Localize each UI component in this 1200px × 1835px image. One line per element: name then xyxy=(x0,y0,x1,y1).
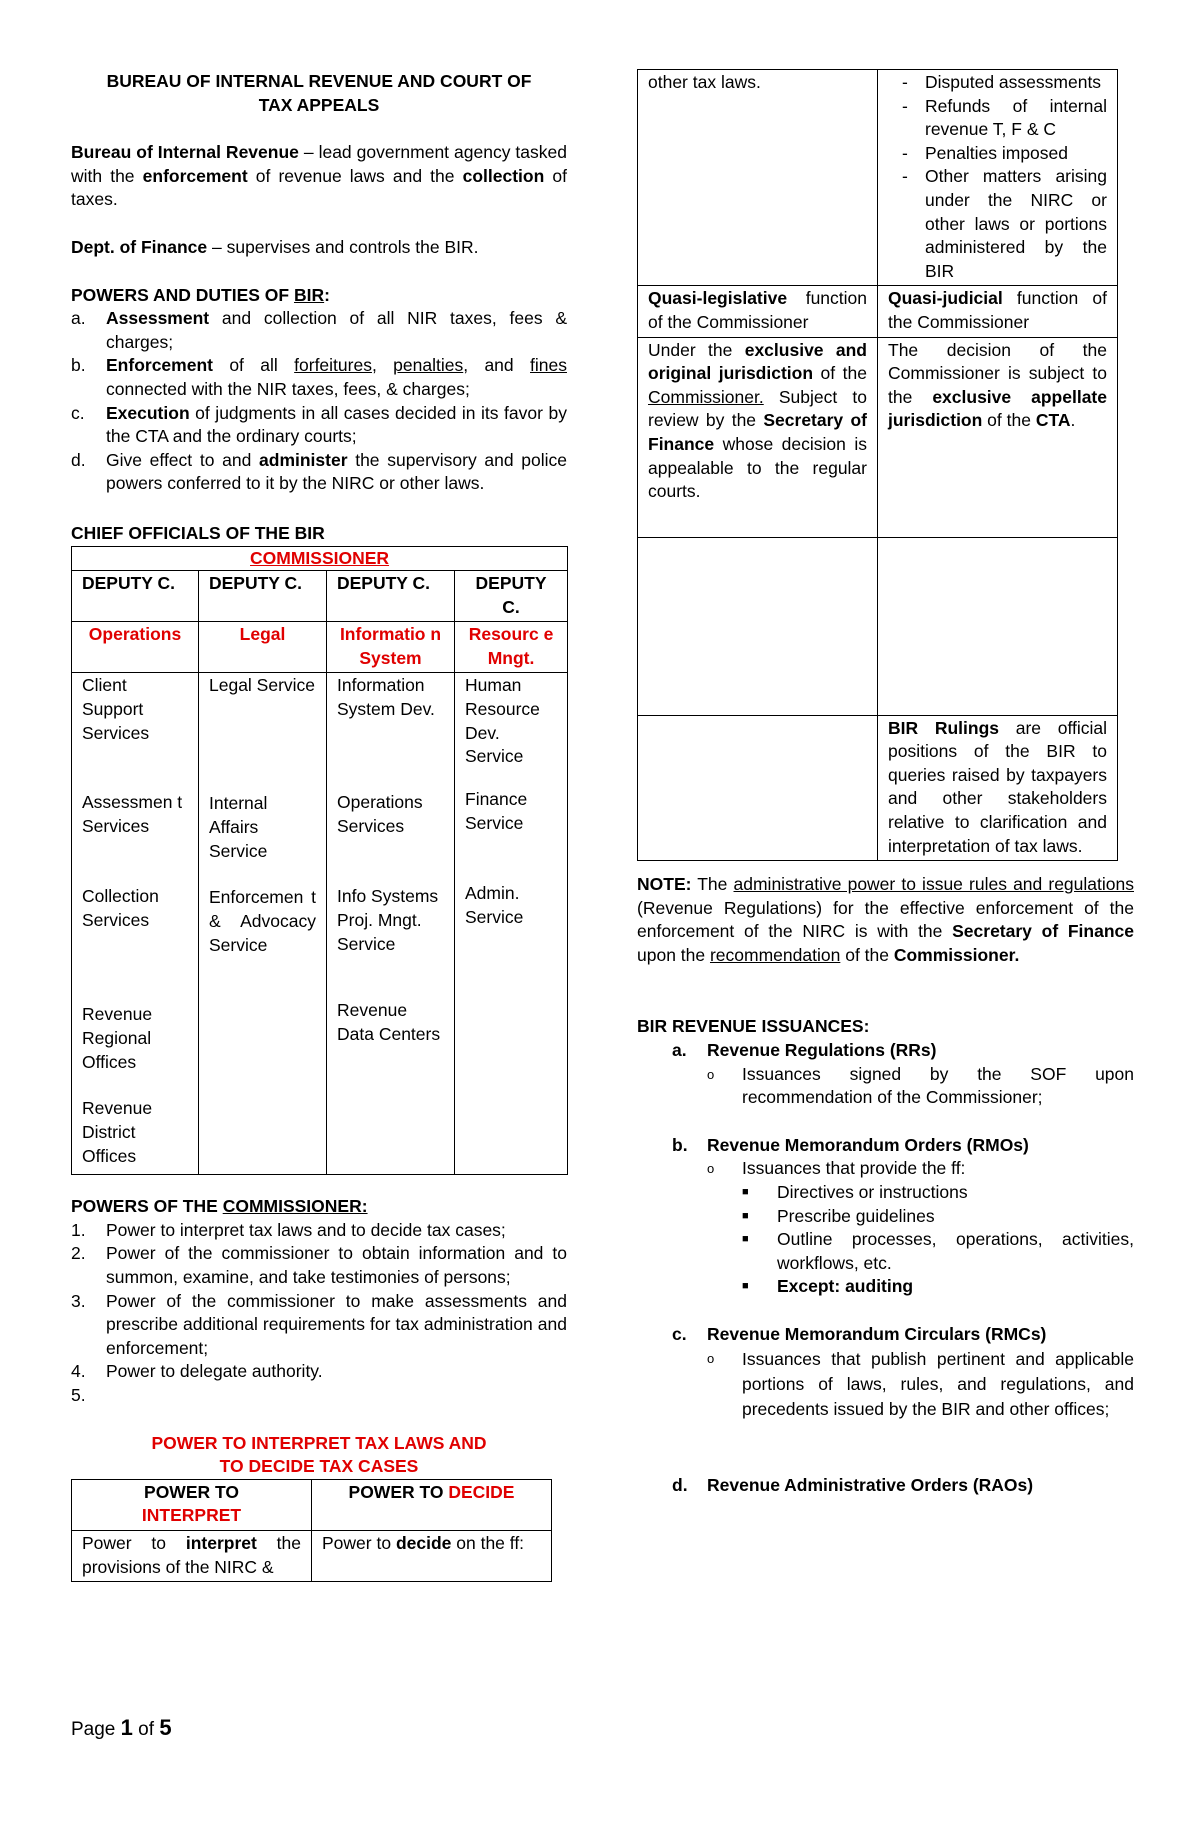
list-item: 2. Power of the commissioner to obtain information and to summon, examine, and take testimonies of persons; xyxy=(71,1243,567,1288)
quasi-legislative-cell: Quasi-legislative function of the Commissioner xyxy=(638,286,878,337)
issuance-rmc-sub xyxy=(707,1347,1134,1422)
decide-list-cell xyxy=(878,70,1118,286)
issuance-rmc: c. Revenue Memorandum Circulars (RMCs) xyxy=(672,1324,1047,1344)
dof-definition: Dept. of Finance – supervises and controls the BIR. xyxy=(71,236,479,257)
list-item: 3. Power of the commissioner to make assessments and prescribe additional requirements for tax administration and enforcement; xyxy=(71,1290,567,1358)
area-cell: Operations xyxy=(72,622,199,673)
bir-rulings-cell: BIR Rulings are official positions of the BIR to queries raised by taxpayers and other stakeholders relative to clarification and interpretation of tax laws. xyxy=(878,715,1118,861)
list-item: - Other matters arising under the NIRC or other laws or portions administered by the BIR xyxy=(902,166,1107,281)
right-column xyxy=(637,70,1134,1497)
document-title: BUREAU OF INTERNAL REVENUE AND COURT OF TAX APPEALS xyxy=(106,71,532,115)
list-item: ■ Except: auditing xyxy=(742,1276,914,1297)
decide-header: POWER TO DECIDE xyxy=(312,1479,552,1530)
list-item: ■ Outline processes, operations, activities, workflows, etc. xyxy=(742,1229,1134,1273)
list-item: a. Assessment and collection of all NIR taxes, fees & charges; xyxy=(71,308,567,352)
list-item: - Penalties imposed xyxy=(902,142,1068,163)
deputy-cell: DEPUTY C. xyxy=(72,571,199,622)
decide-cell: Power to decide on the ff: xyxy=(312,1530,552,1581)
bir-definition: Bureau of Internal Revenue – lead government agency tasked with the enforcement of revenue laws and the collection of taxes. xyxy=(71,142,567,210)
empty-cell xyxy=(878,537,1118,715)
list-item: 5. xyxy=(71,1385,86,1405)
issuance-rmo-bullets xyxy=(742,1181,1134,1299)
list-item: - Refunds of internal revenue T, F & C xyxy=(902,95,1107,140)
issuance-rmo: b. Revenue Memorandum Orders (RMOs) xyxy=(672,1134,1029,1155)
services-cell-information-system: Information System Dev. Operations Services Info Systems Proj. Mngt. Service Revenue Data Centers xyxy=(327,673,455,1175)
commissioner-powers-heading: POWERS OF THE COMMISSIONER: xyxy=(71,1196,368,1217)
page-footer: Page 1 of 5 xyxy=(71,1715,172,1740)
commissioner-cell: COMMISSIONER xyxy=(72,546,568,571)
left-column xyxy=(71,70,567,1582)
services-cell-operations: Client Support Services Assessmen t Services Collection Services Revenue Regional Offices Revenue District Offices xyxy=(72,673,199,1175)
list-item: 1. Power to interpret tax laws and to decide tax cases; xyxy=(71,1219,506,1240)
powers-duties-heading: POWERS AND DUTIES OF BIR: xyxy=(71,284,330,305)
area-cell: Informatio n System xyxy=(327,622,455,673)
interpret-cell-cont: other tax laws. xyxy=(638,70,878,286)
list-item: ■ Prescribe guidelines xyxy=(742,1205,935,1226)
list-item: d. Give effect to and administer the supervisory and police powers conferred to it by the NIRC or other laws. xyxy=(71,449,567,494)
interpret-header: POWER TO INTERPRET xyxy=(72,1479,312,1530)
area-cell: Legal xyxy=(199,622,327,673)
issuance-rr: a. Revenue Regulations (RRs) xyxy=(672,1040,937,1061)
decide-list xyxy=(890,71,1107,283)
list-item: 4. Power to delegate authority. xyxy=(71,1361,323,1382)
services-cell-legal: Legal Service Internal Affairs Service Enforcemen t & Advocacy Service xyxy=(199,673,327,1175)
list-item: ■ Directives or instructions xyxy=(742,1182,968,1203)
interpret-decide-table xyxy=(71,1479,552,1582)
list-item: o Issuances that publish pertinent and applicable portions of laws, rules, and regulations, and precedents issued by the BIR and other offices; xyxy=(707,1348,1134,1419)
list-item: - Disputed assessments xyxy=(902,72,1102,92)
issuance-rmo-sub xyxy=(707,1157,1134,1181)
chief-officials-heading: CHIEF OFFICIALS OF THE BIR xyxy=(71,522,325,543)
issuances-heading: BIR REVENUE ISSUANCES: xyxy=(637,1016,870,1037)
empty-cell xyxy=(638,537,878,715)
area-cell: Resourc e Mngt. xyxy=(455,622,568,673)
deputy-cell: DEPUTY C. xyxy=(327,571,455,622)
deputy-cell: DEPUTY C. xyxy=(199,571,327,622)
list-item: c. Execution of judgments in all cases decided in its favor by the CTA and the ordinary courts; xyxy=(71,402,567,447)
jurisdiction-cta-cell: The decision of the Commissioner is subject to the exclusive appellate jurisdiction of the CTA. xyxy=(878,337,1118,537)
jurisdiction-commissioner-cell: Under the exclusive and original jurisdiction of the Commissioner. Subject to review by the Secretary of Finance whose decision is appealable to the regular courts. xyxy=(638,337,878,537)
chief-officials-table xyxy=(71,546,568,1176)
list-item: b. Enforcement of all forfeitures, penalties, and fines connected with the NIR taxes, fees, & charges; xyxy=(71,355,567,399)
list-item: o Issuances that provide the ff: xyxy=(707,1158,966,1179)
empty-cell xyxy=(638,715,878,861)
commissioner-powers-list xyxy=(71,1219,567,1408)
deputy-cell: DEPUTY C. xyxy=(455,571,568,622)
issuance-rr-sub xyxy=(707,1063,1134,1110)
issuance-rao: d. Revenue Administrative Orders (RAOs) xyxy=(672,1474,1034,1495)
note-paragraph: NOTE: The administrative power to issue rules and regulations (Revenue Regulations) for the effective enforcement of the enforcement of the NIRC is with the Secretary of Finance upon the recommendation of the Commissioner. xyxy=(637,874,1135,965)
list-item: o Issuances signed by the SOF upon recommendation of the Commissioner; xyxy=(707,1063,1134,1108)
interpret-decide-heading: POWER TO INTERPRET TAX LAWS AND TO DECIDE TAX CASES xyxy=(151,1432,487,1477)
interpret-cell: Power to interpret the provisions of the NIRC & xyxy=(72,1530,312,1581)
interpret-decide-continued-table xyxy=(637,69,1118,861)
powers-duties-list xyxy=(71,307,567,496)
quasi-judicial-cell: Quasi-judicial function of the Commissioner xyxy=(878,286,1118,337)
services-cell-resource-mngt: Human Resource Dev. Service Finance Service Admin. Service xyxy=(455,673,568,1175)
